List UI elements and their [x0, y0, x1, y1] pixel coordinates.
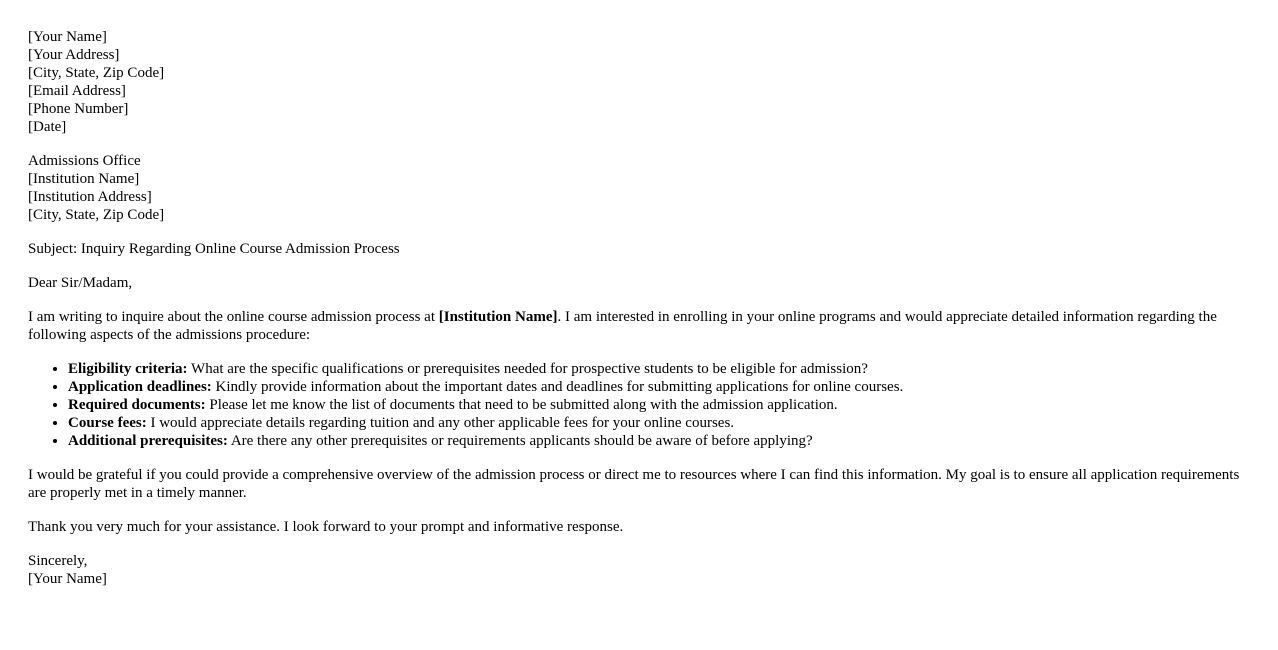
list-item-label: Required documents:	[68, 397, 206, 413]
list-item-text: What are the specific qualifications or prerequisites needed for prospective students to be eligible for admission?	[187, 361, 868, 377]
signature-name: [Your Name]	[28, 571, 107, 587]
list-item-text: Please let me know the list of documents that need to be submitted along with the admission application.	[205, 397, 838, 413]
subject-line: Subject: Inquiry Regarding Online Course Admission Process	[28, 241, 400, 257]
intro-paragraph	[28, 308, 1243, 344]
list-item-text: Kindly provide information about the important dates and deadlines for submitting applications for online courses.	[211, 379, 904, 395]
list-item-label: Additional prerequisites:	[68, 433, 228, 449]
closing-request-paragraph: I would be grateful if you could provide a comprehensive overview of the admission process or direct me to resources where I can find this information. My goal is to ensure all application requirements are properly met in a timely manner.	[28, 467, 1240, 501]
sender-address: [Your Address]	[28, 47, 120, 63]
thank-you-paragraph: Thank you very much for your assistance. I look forward to your prompt and informative response.	[28, 519, 624, 535]
list-item-label: Course fees:	[68, 415, 147, 431]
list-item-prerequisites	[68, 432, 1243, 450]
list-item-text: I would appreciate details regarding tuition and any other applicable fees for your online courses.	[146, 415, 735, 431]
intro-text-before: I am writing to inquire about the online course admission process at	[28, 309, 439, 325]
recipient-institution-address: [Institution Address]	[28, 189, 152, 205]
list-item-eligibility	[68, 360, 1243, 378]
salutation: Dear Sir/Madam,	[28, 275, 133, 291]
recipient-office: Admissions Office	[28, 153, 141, 169]
sender-email: [Email Address]	[28, 83, 126, 99]
recipient-block	[28, 152, 1243, 224]
list-item-fees	[68, 414, 1243, 432]
sender-city-state-zip: [City, State, Zip Code]	[28, 65, 165, 81]
sender-date: [Date]	[28, 119, 67, 135]
closing-word: Sincerely,	[28, 553, 88, 569]
list-item-documents	[68, 396, 1243, 414]
letter-document	[28, 28, 1243, 604]
list-item-label: Eligibility criteria:	[68, 361, 188, 377]
signature-block	[28, 552, 1243, 588]
intro-institution-name: [Institution Name]	[438, 309, 558, 325]
recipient-institution-name: [Institution Name]	[28, 171, 140, 187]
sender-name: [Your Name]	[28, 29, 107, 45]
recipient-city-state-zip: [City, State, Zip Code]	[28, 207, 165, 223]
sender-phone: [Phone Number]	[28, 101, 129, 117]
list-item-text: Are there any other prerequisites or requirements applicants should be aware of before applying?	[227, 433, 813, 449]
sender-block	[28, 28, 1243, 136]
list-item-deadlines	[68, 378, 1243, 396]
inquiry-list	[28, 360, 1243, 450]
intro-text-after: . I am interested in enrolling in your online programs and would appreciate detailed information regarding the following aspects of the admissions procedure:	[28, 309, 1217, 343]
list-item-label: Application deadlines:	[68, 379, 212, 395]
